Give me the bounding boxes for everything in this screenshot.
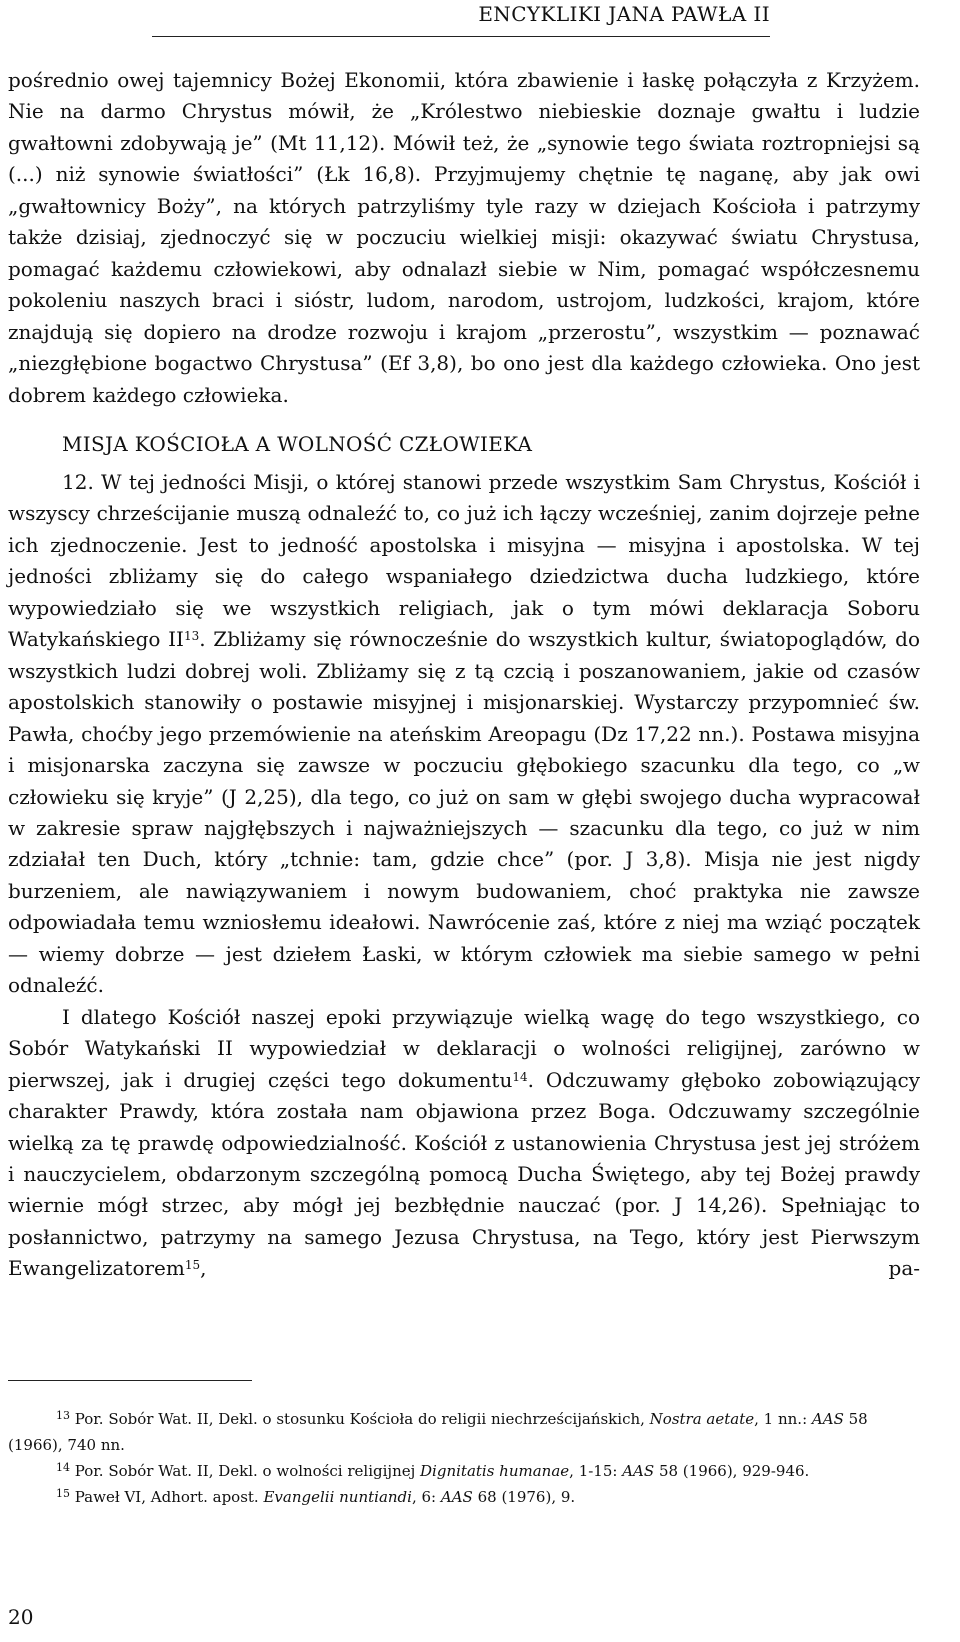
footnote-number: 14 (56, 1461, 70, 1474)
footnote-text: Paweł VI, Adhort. apost. (70, 1488, 264, 1506)
page-number: 20 (8, 1605, 34, 1629)
paragraph-3-text-a: I dlatego Kościół naszej epoki przywiązuje wielką wagę do tego wszystkiego, co Sobór Watykański II wypowiedział w deklaracji o wolności religijnej, zarówno w pierwszej, jak i drugiej części tego dokumentu (8, 1004, 920, 1092)
footnote-divider (8, 1380, 252, 1381)
page-header (152, 0, 770, 37)
paragraph-3-text-b: . Odczuwamy głęboko zobowiązujący charakter Prawdy, która została nam objawiona przez Boga. Odczuwamy szczególnie wielką za tę prawdę odpowiedzialność. Kościół z ustanowienia Chrystusa jest jej stróżem i nauczycielem, obdarzonym szczególną pomocą Ducha Świętego, aby tej Bożej prawdy wiernie mógł strzec, aby mógł jej bezbłędnie nauczać (por. J 14,26). Spełniając to posłannictwo, patrzymy na samego Jezusa Chrystusa, na Tego, który jest Pierwszym Ewangelizatorem (8, 1067, 920, 1281)
footnote-ref-14[interactable]: 14 (512, 1069, 528, 1084)
paragraph-3 (8, 1002, 920, 1285)
running-title: ENCYKLIKI JANA PAWŁA II (478, 2, 770, 26)
footnote-source: AAS (622, 1462, 655, 1480)
footnote-text: Por. Sobór Wat. II, Dekl. o wolności religijnej (70, 1462, 421, 1480)
paragraph-2-text-a: 12. W tej jedności Misji, o której stanowi przede wszystkim Sam Chrystus, Kościół i wszyscy chrześcijanie muszą odnaleźć to, co już ich łączy wcześniej, zanim dojrzeje pełne ich zjednoczenie. Jest to jedność apostolska i misyjna — misyjna i apostolska. W tej jedności zbliżamy się do całego wspaniałego dziedzictwa ducha ludzkiego, które wypowiedziało się we wszystkich religiach, jak o tym mówi deklaracja Soboru Watykańskiego II (8, 469, 920, 652)
footnote-13 (8, 1406, 920, 1458)
footnote-text: 58 (1966), 740 nn. (8, 1410, 868, 1454)
paragraph-3-text-c: , pa- (200, 1256, 920, 1281)
footnotes (8, 1406, 920, 1510)
section-heading: MISJA KOŚCIOŁA A WOLNOŚĆ CZŁOWIEKA (62, 431, 533, 456)
footnote-text: , 1 nn.: (754, 1410, 812, 1428)
footnote-source: AAS (440, 1488, 473, 1506)
footnote-number: 13 (56, 1409, 70, 1422)
footnote-ref-13[interactable]: 13 (183, 629, 200, 644)
footnote-14 (8, 1458, 920, 1484)
footnote-15 (8, 1484, 920, 1510)
paragraph-1 (8, 65, 920, 411)
paragraph-1-text: pośrednio owej tajemnicy Bożej Ekonomii, która zbawienie i łaskę połączyła z Krzyżem. Nie na darmo Chrystus mówił, że „Królestwo niebieskie doznaje gwałtu i ludzie gwałtowni zdobywają je” (Mt 11,12). Mówił też, że „synowie tego świata roztropniejsi są (...) niż synowie światłości” (Łk 16,8). Przyjmujemy chętnie tę naganę, aby jak owi „gwałtownicy Boży”, na których patrzyliśmy tyle razy w dziejach Kościoła i patrzymy także dzisiaj, zjednoczyć się w poczuciu wielkiej misji: okazywać światu Chrystusa, pomagać każdemu człowiekowi, aby odnalazł siebie w Nim, pomagać współczesnemu pokoleniu naszych braci i sióstr, ludom, narodom, ustrojom, ludzkości, krajom, które znajdują się dopiero na drodze rozwoju i krajom „przerostu”, wszystkim — poznawać „niezgłębione bogactwo Chrystusa” (Ef 3,8), bo ono jest dla każdego człowieka. Ono jest dobrem każdego człowieka. (8, 68, 920, 407)
body-text (8, 65, 920, 1285)
footnote-text: 58 (1966), 929-946. (654, 1462, 810, 1480)
footnote-number: 15 (56, 1487, 70, 1500)
footnote-text: , 6: (411, 1488, 441, 1506)
paragraph-2-text-b: . Zbliżamy się równocześnie do wszystkich kultur, światopoglądów, do wszystkich ludzi dobrej woli. Zbliżamy się z tą czcią i poszanowaniem, jakie od czasów apostolskich stanowiły o postawie misyjnej i misjonarskiej. Wystarczy przypomnieć św. Pawła, choćby jego przemówienie na ateńskim Areopagu (Dz 17,22 nn.). Postawa misyjna i misjonarska zaczyna się zawsze w poczuciu głębokiego szacunku dla tego, co „w człowieku się kryje” (J 2,25), dla tego, co już on sam w głębi swojego ducha wypracował w zakresie spraw najgłębszych i najważniejszych — szacunku dla tego, co już w nim zdziałał ten Duch, który „tchnie: tam, gdzie chce” (por. J 3,8). Misja nie jest nigdy burzeniem, ale nawiązywaniem i nowym budowaniem, choć praktyka nie zawsze odpowiadała temu wzniosłemu ideałowi. Nawrócenie zaś, które z niej ma wziąć początek — wiemy dobrze — jest dziełem Łaski, w którym człowiek ma siebie samego w pełni odnaleźć. (8, 627, 921, 998)
footnote-ref-15[interactable]: 15 (184, 1258, 201, 1273)
paragraph-2 (8, 467, 920, 1002)
footnote-document-title: Nostra aetate (649, 1410, 755, 1428)
footnote-source: AAS (811, 1410, 844, 1428)
footnote-document-title: Dignitatis humanae (420, 1462, 570, 1480)
footnote-text: Por. Sobór Wat. II, Dekl. o stosunku Kościoła do religii niechrześcijańskich, (70, 1410, 650, 1428)
footnote-text: 68 (1976), 9. (472, 1488, 576, 1506)
footnote-document-title: Evangelii nuntiandi (263, 1488, 412, 1506)
footnote-text: , 1-15: (569, 1462, 623, 1480)
